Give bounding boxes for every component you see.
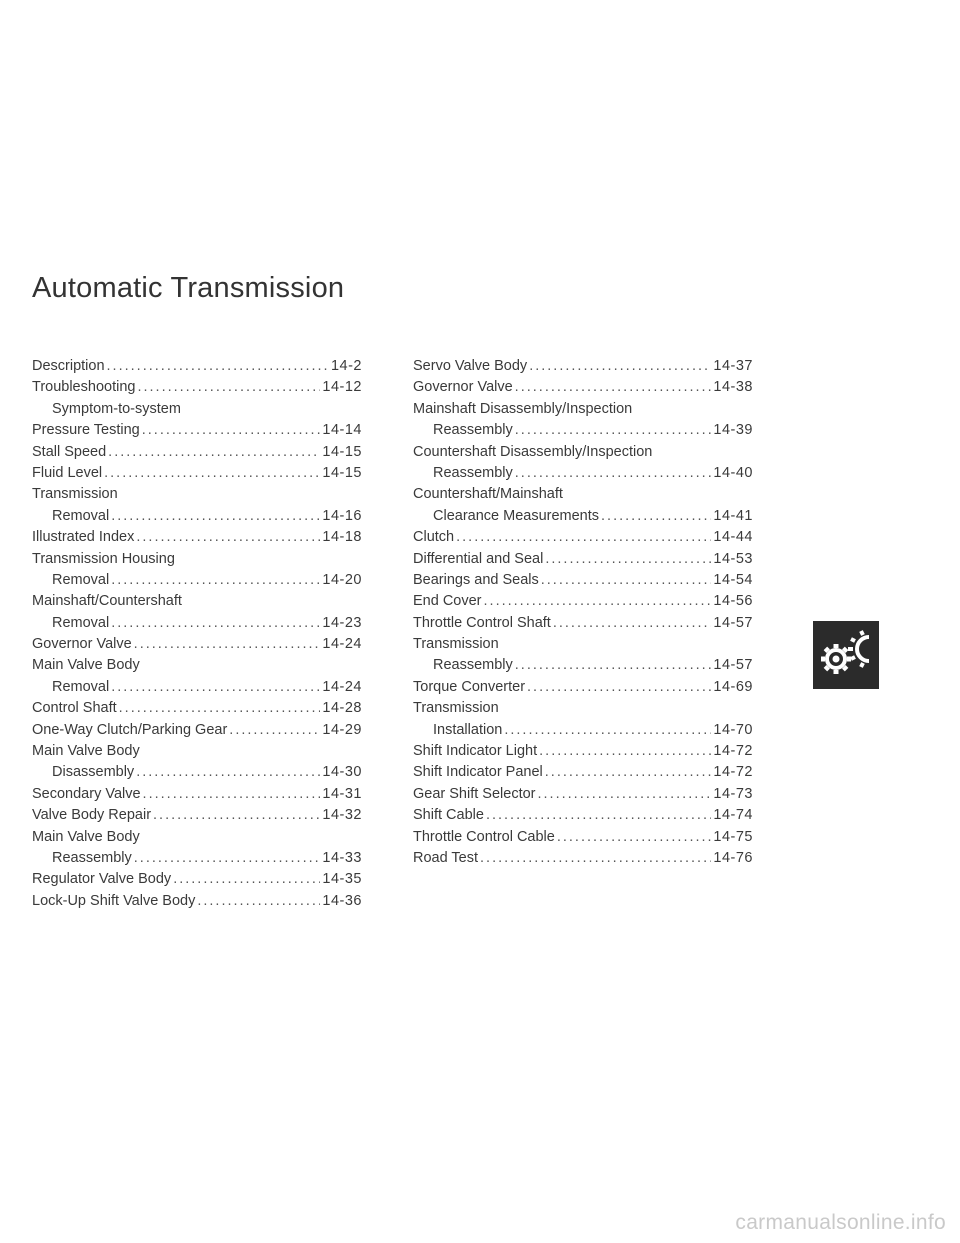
toc-entry-label: Removal	[52, 614, 110, 631]
toc-entry-page: 14-32	[322, 807, 362, 824]
toc-entry-page: 14-54	[713, 571, 753, 588]
toc-entry	[413, 377, 753, 398]
dot-leader	[173, 869, 320, 890]
toc-entry-page: 14-18	[322, 529, 362, 546]
toc-entry	[32, 655, 362, 676]
dot-leader	[484, 591, 712, 612]
toc-entry-label: Differential and Seal	[413, 550, 544, 567]
toc-entry-label: One-Way Clutch/Parking Gear	[32, 721, 228, 738]
gears-icon-graphic	[817, 625, 875, 685]
toc-entry-page: 14-2	[330, 358, 362, 374]
toc-entry-label: Fluid Level	[32, 464, 103, 481]
dot-leader	[541, 570, 712, 591]
dot-leader	[229, 720, 320, 741]
toc-entry-label: Pressure Testing	[32, 422, 140, 439]
toc-entry	[413, 613, 753, 634]
toc-entry-page: 14-40	[713, 464, 753, 481]
toc-entry-label: Governor Valve	[32, 636, 132, 653]
toc-entry	[413, 848, 753, 869]
dot-leader	[111, 677, 320, 698]
toc-entry-label: Servo Valve Body	[413, 358, 528, 374]
toc-entry	[32, 484, 362, 505]
toc-entry	[32, 762, 362, 783]
toc-entry-page: 14-76	[713, 849, 753, 866]
toc-entry	[413, 570, 753, 591]
toc-right-column	[413, 356, 753, 869]
toc-entry-page: 14-72	[713, 743, 753, 760]
toc-entry-page: 14-24	[322, 636, 362, 653]
toc-entry-page: 14-35	[322, 871, 362, 888]
toc-entry	[413, 634, 753, 655]
toc-entry-label: Main Valve Body	[32, 828, 140, 845]
toc-entry	[413, 549, 753, 570]
toc-entry-page: 14-37	[713, 358, 753, 374]
toc-entry	[413, 591, 753, 612]
dot-leader	[108, 442, 320, 463]
toc-entry-label: Removal	[52, 571, 110, 588]
toc-entry-label: Clearance Measurements	[433, 507, 600, 524]
toc-entry-page: 14-30	[322, 764, 362, 781]
toc-entry-label: Bearings and Seals	[413, 571, 539, 588]
toc-entry-page: 14-73	[713, 785, 753, 802]
toc-entry-page: 14-33	[322, 849, 362, 866]
toc-entry	[32, 848, 362, 869]
dot-leader	[107, 356, 329, 377]
toc-entry	[32, 741, 362, 762]
dot-leader	[153, 805, 320, 826]
toc-entry-label: Shift Indicator Panel	[413, 764, 543, 781]
toc-entry-label: Reassembly	[52, 849, 132, 866]
dot-leader	[601, 506, 711, 527]
toc-entry-page: 14-12	[322, 379, 362, 396]
toc-entry	[32, 570, 362, 591]
toc-entry	[32, 463, 362, 484]
dot-leader	[545, 762, 712, 783]
toc-entry-page: 14-14	[322, 422, 362, 439]
toc-entry-label: Transmission	[413, 636, 499, 653]
toc-entry-page: 14-29	[322, 721, 362, 738]
toc-entry	[32, 634, 362, 655]
toc-entry-label: Countershaft Disassembly/Inspection	[413, 443, 653, 460]
toc-entry	[32, 549, 362, 570]
watermark: carmanualsonline.info	[735, 1211, 946, 1234]
toc-entry	[32, 677, 362, 698]
toc-left-column	[32, 356, 362, 912]
toc-entry-label: Control Shaft	[32, 700, 117, 717]
toc-entry	[413, 805, 753, 826]
toc-entry-page: 14-44	[713, 529, 753, 546]
toc-entry-page: 14-16	[322, 507, 362, 524]
toc-entry-page: 14-57	[713, 657, 753, 674]
toc-entry-page: 14-57	[713, 614, 753, 631]
toc-entry-label: Shift Cable	[413, 807, 484, 824]
toc-entry-page: 14-24	[322, 678, 362, 695]
toc-entry-page: 14-41	[713, 507, 753, 524]
toc-entry	[413, 356, 753, 377]
dot-leader	[142, 420, 321, 441]
dot-leader	[143, 784, 321, 805]
toc-entry	[413, 484, 753, 505]
toc-entry	[32, 527, 362, 548]
dot-leader	[538, 784, 712, 805]
toc-entry-page: 14-28	[322, 700, 362, 717]
dot-leader	[557, 827, 712, 848]
toc-entry-label: Shift Indicator Light	[413, 743, 538, 760]
toc-entry	[32, 442, 362, 463]
toc-entry-page: 14-38	[713, 379, 753, 396]
dot-leader	[545, 549, 711, 570]
toc-entry-label: Stall Speed	[32, 443, 107, 460]
toc-entry	[32, 356, 362, 377]
toc-entry-label: End Cover	[413, 593, 482, 610]
toc-entry	[413, 420, 753, 441]
toc-entry	[413, 720, 753, 741]
toc-entry-label: Reassembly	[433, 422, 513, 439]
dot-leader	[539, 741, 711, 762]
dot-leader	[136, 762, 320, 783]
dot-leader	[104, 463, 320, 484]
dot-leader	[197, 891, 320, 912]
toc-entry-label: Road Test	[413, 849, 479, 866]
toc-entry	[413, 527, 753, 548]
dot-leader	[134, 634, 321, 655]
toc-entry	[32, 784, 362, 805]
toc-entry-page: 14-15	[322, 464, 362, 481]
toc-entry-page: 14-53	[713, 550, 753, 567]
toc-entry	[32, 591, 362, 612]
toc-entry	[32, 420, 362, 441]
toc-entry-page: 14-36	[322, 892, 362, 909]
dot-leader	[111, 613, 320, 634]
dot-leader	[515, 377, 712, 398]
dot-leader	[515, 420, 712, 441]
toc-entry	[413, 463, 753, 484]
toc-entry	[32, 506, 362, 527]
page-title: Automatic Transmission	[32, 272, 345, 305]
toc-entry-page: 14-69	[713, 678, 753, 695]
toc-entry-label: Illustrated Index	[32, 529, 135, 546]
toc-entry-label: Valve Body Repair	[32, 807, 152, 824]
toc-entry-page: 14-15	[322, 443, 362, 460]
toc-entry-page: 14-74	[713, 807, 753, 824]
toc-entry	[413, 677, 753, 698]
dot-leader	[553, 613, 712, 634]
toc-entry-label: Lock-Up Shift Valve Body	[32, 892, 196, 909]
toc-entry-label: Disassembly	[52, 764, 135, 781]
gears-icon	[813, 621, 879, 689]
toc-entry	[32, 869, 362, 890]
toc-entry	[32, 698, 362, 719]
toc-entry-page: 14-20	[322, 571, 362, 588]
toc-entry-label: Governor Valve	[413, 379, 513, 396]
toc-entry-label: Transmission	[413, 700, 499, 717]
toc-entry-label: Mainshaft/Countershaft	[32, 593, 182, 610]
toc-entry	[32, 613, 362, 634]
toc-entry	[413, 784, 753, 805]
dot-leader	[529, 356, 711, 377]
toc-entry-label: Installation	[433, 721, 503, 738]
toc-entry	[413, 442, 753, 463]
toc-entry-label: Regulator Valve Body	[32, 871, 172, 888]
dot-leader	[527, 677, 711, 698]
dot-leader	[515, 655, 712, 676]
toc-entry-page: 14-23	[322, 614, 362, 631]
toc-entry	[32, 377, 362, 398]
toc-entry	[413, 741, 753, 762]
toc-entry	[413, 655, 753, 676]
toc-entry-label: Description	[32, 358, 105, 374]
toc-entry-page: 14-31	[322, 785, 362, 802]
toc-entry-label: Transmission Housing	[32, 550, 175, 567]
toc-entry	[32, 720, 362, 741]
toc-entry-label: Secondary Valve	[32, 785, 141, 802]
toc-entry	[413, 762, 753, 783]
dot-leader	[456, 527, 711, 548]
toc-entry-label: Mainshaft Disassembly/Inspection	[413, 400, 633, 417]
toc-entry	[413, 698, 753, 719]
toc-entry-label: Transmission	[32, 486, 118, 503]
toc-entry-label: Reassembly	[433, 464, 513, 481]
dot-leader	[111, 570, 320, 591]
toc-entry-label: Removal	[52, 507, 110, 524]
toc-entry-page: 14-72	[713, 764, 753, 781]
dot-leader	[137, 377, 320, 398]
toc-entry-page: 14-39	[713, 422, 753, 439]
toc-entry-label: Troubleshooting	[32, 379, 136, 396]
dot-leader	[504, 720, 711, 741]
dot-leader	[480, 848, 711, 869]
toc-entry-label: Countershaft/Mainshaft	[413, 486, 563, 503]
toc-entry	[32, 399, 362, 420]
dot-leader	[486, 805, 711, 826]
toc-entry	[32, 891, 362, 912]
dot-leader	[136, 527, 320, 548]
toc-entry-page: 14-56	[713, 593, 753, 610]
toc-entry-label: Throttle Control Shaft	[413, 614, 551, 631]
toc-entry-page: 14-75	[713, 828, 753, 845]
dot-leader	[134, 848, 321, 869]
toc-entry-label: Gear Shift Selector	[413, 785, 536, 802]
dot-leader	[515, 463, 712, 484]
toc-entry	[32, 827, 362, 848]
toc-entry-label: Symptom-to-system	[52, 400, 181, 417]
toc-entry-page: 14-70	[713, 721, 753, 738]
toc-entry-label: Removal	[52, 678, 110, 695]
toc-entry	[32, 805, 362, 826]
toc-entry	[413, 399, 753, 420]
toc-entry-label: Clutch	[413, 529, 455, 546]
toc-entry-label: Reassembly	[433, 657, 513, 674]
dot-leader	[111, 506, 320, 527]
toc-entry	[413, 506, 753, 527]
toc-entry-label: Throttle Control Cable	[413, 828, 555, 845]
dot-leader	[119, 698, 321, 719]
toc-entry-label: Main Valve Body	[32, 743, 140, 760]
toc-entry	[413, 827, 753, 848]
toc-entry-label: Torque Converter	[413, 678, 526, 695]
toc-entry-label: Main Valve Body	[32, 657, 140, 674]
